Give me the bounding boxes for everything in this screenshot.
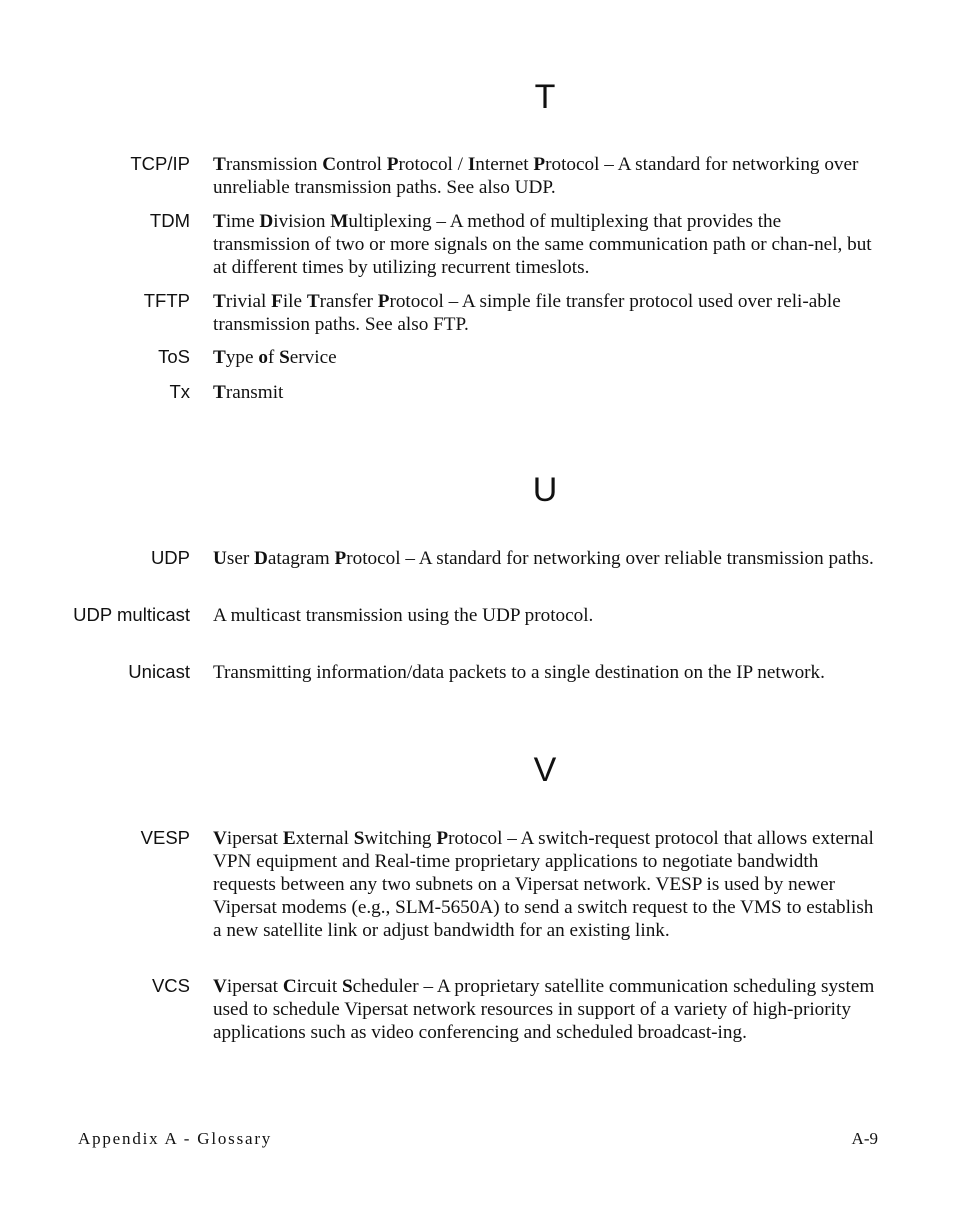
acronym-letter: P xyxy=(377,291,390,312)
acronym-letter: C xyxy=(322,154,337,175)
glossary-term: UDP xyxy=(150,547,190,568)
acronym-letter: P xyxy=(436,828,449,849)
glossary-definition: Transmit xyxy=(213,382,284,403)
section-letter-t: T xyxy=(534,78,556,116)
glossary-term: TFTP xyxy=(143,290,190,311)
acronym-letter: F xyxy=(271,291,283,312)
acronym-letter: S xyxy=(341,976,353,997)
acronym-letter: S xyxy=(279,347,290,368)
glossary-definition: Vipersat Circuit Scheduler – A proprietary satellite communication scheduling system used to schedule Vipersat network resources in support of a variety of high-priority applications such as video conferencing and scheduled broadcast-ing. xyxy=(213,976,875,1043)
page-number: A-9 xyxy=(851,1129,878,1148)
glossary-term: TDM xyxy=(149,210,190,231)
acronym-letter: M xyxy=(330,211,349,232)
acronym-letter: T xyxy=(213,154,226,175)
glossary-term: Tx xyxy=(169,381,190,402)
acronym-letter: o xyxy=(258,347,268,368)
acronym-letter: D xyxy=(254,548,268,569)
glossary-definition: Transmitting information/data packets to a single destination on the IP network. xyxy=(213,662,825,683)
acronym-letter: P xyxy=(533,154,546,175)
acronym-letter: T xyxy=(213,211,226,232)
acronym-letter: P xyxy=(334,548,347,569)
glossary-term: VCS xyxy=(151,975,190,996)
acronym-letter: V xyxy=(213,976,227,997)
acronym-letter: E xyxy=(282,828,296,849)
section-letter-v: V xyxy=(533,751,557,789)
glossary-definition: User Datagram Protocol – A standard for networking over reliable transmission paths. xyxy=(213,548,874,569)
glossary-definition: Time Division Multiplexing – A method of multiplexing that provides the transmission of two or more signals on the same communication path or chan-nel, but at different times by utilizing recurrent timeslots. xyxy=(213,211,872,278)
glossary-definition: Vipersat External Switching Protocol – A switch-request protocol that allows external VPN equipment and Real-time proprietary applications to negotiate bandwidth requests between any two subnets on a Vipersat network. VESP is used by newer Vipersat modems (e.g., SLM-5650A) to send a switch request to the VMS to establish a new satellite link or adjust bandwidth for an existing link. xyxy=(213,828,874,941)
glossary-term: TCP/IP xyxy=(130,153,190,174)
acronym-letter: P xyxy=(386,154,399,175)
acronym-letter: U xyxy=(213,548,227,569)
acronym-letter: T xyxy=(213,291,226,312)
footer-section-title: Appendix A - Glossary xyxy=(78,1129,273,1148)
glossary-definition: Transmission Control Protocol / Internet Protocol – A standard for networking over unreliable transmission paths. See also UDP. xyxy=(213,154,859,198)
acronym-letter: T xyxy=(213,382,226,403)
glossary-definition: A multicast transmission using the UDP protocol. xyxy=(213,605,594,626)
acronym-letter: I xyxy=(467,154,476,175)
acronym-letter: C xyxy=(282,976,297,997)
acronym-letter: T xyxy=(306,291,320,312)
glossary-definition: Trivial File Transfer Protocol – A simple file transfer protocol used over reli-able transmission paths. See also FTP. xyxy=(213,291,841,335)
acronym-letter: V xyxy=(213,828,227,849)
section-letter-u: U xyxy=(532,471,558,509)
glossary-term: Unicast xyxy=(128,661,190,682)
acronym-letter: S xyxy=(353,828,365,849)
glossary-definition: Type of Service xyxy=(213,347,337,368)
glossary-term: ToS xyxy=(158,346,190,367)
glossary-term: UDP multicast xyxy=(73,604,190,625)
acronym-letter: T xyxy=(213,347,226,368)
glossary-term: VESP xyxy=(140,827,190,848)
acronym-letter: D xyxy=(259,211,274,232)
